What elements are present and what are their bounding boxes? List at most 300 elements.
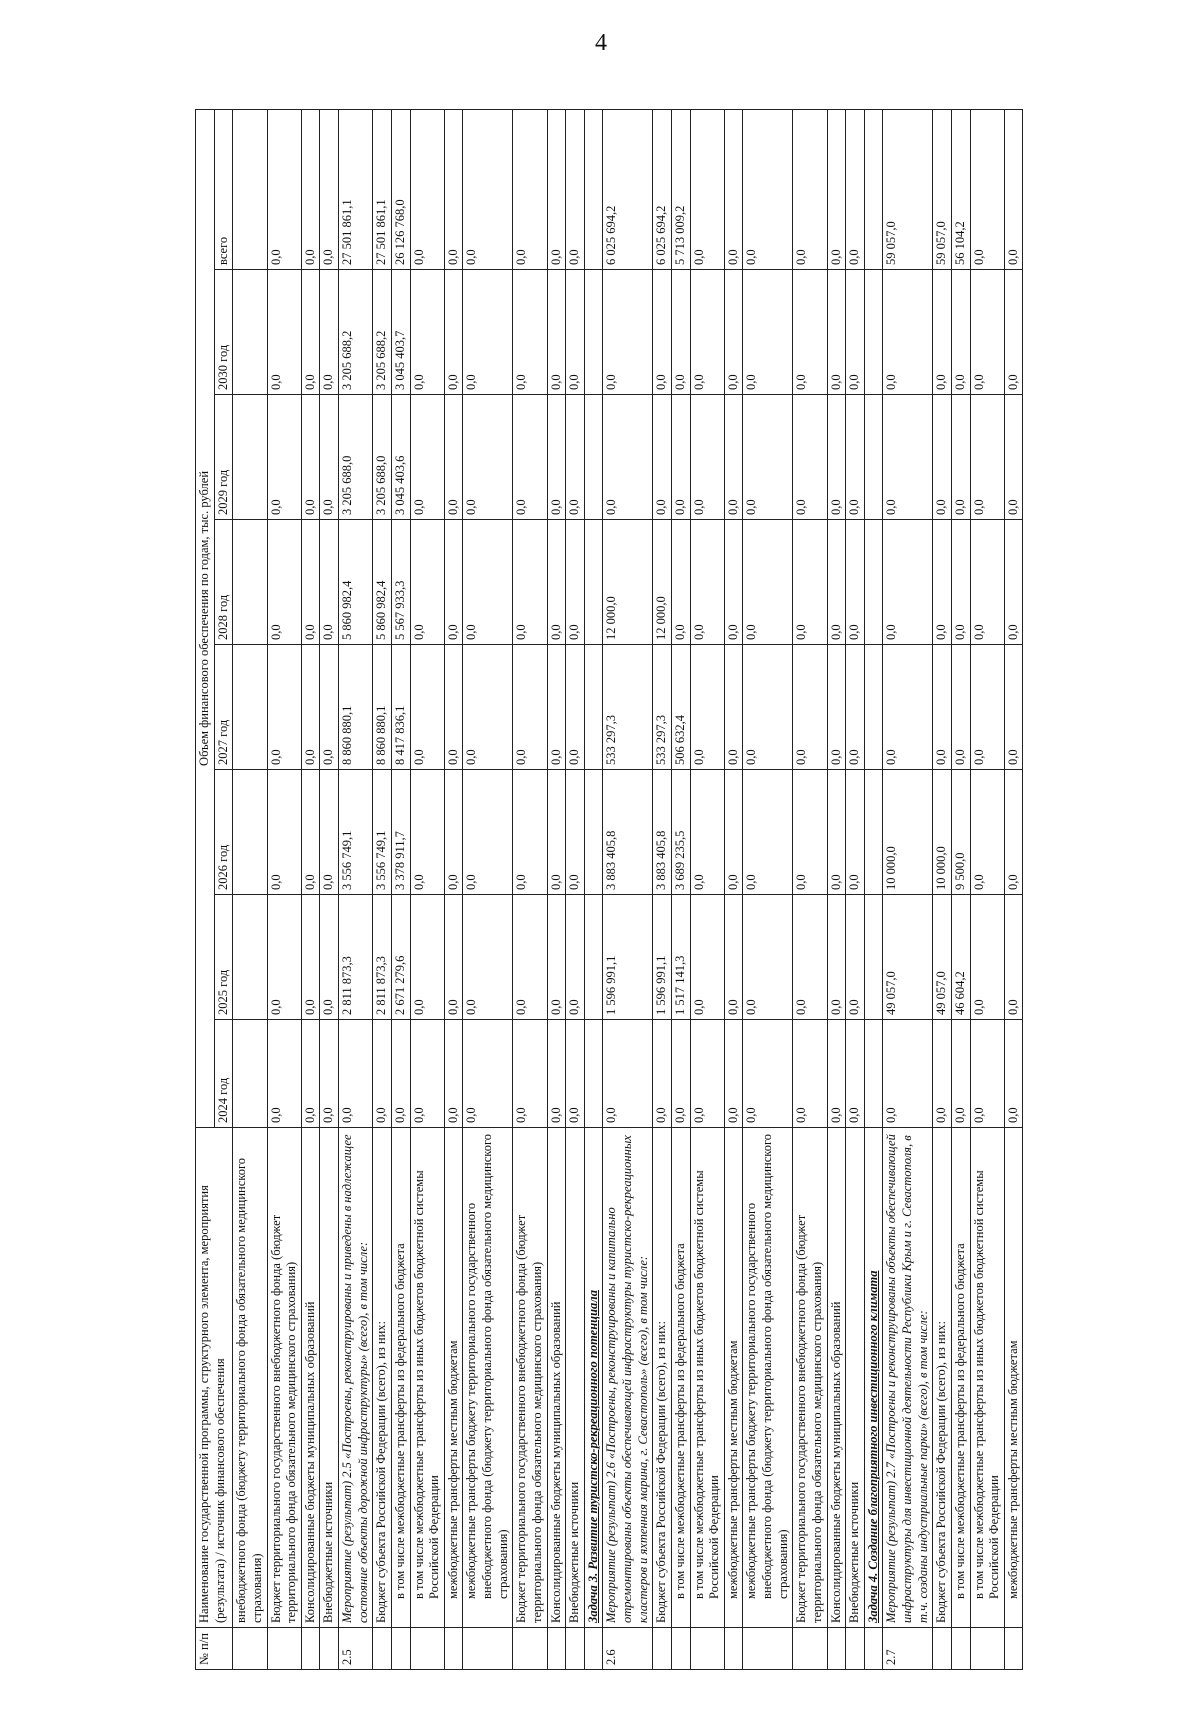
row-value: 0,0 [547,770,566,895]
row-value: 0,0 [513,270,547,395]
row-name: Мероприятие (результат) 2.7 «Построены и реконструированы объекты обеспечивающей инфраструктуры для инвестиционной деятельности Республики Крым и г. Севастополя, в т.ч. созданы индустриальные парки» (всего), в том числе: [883,1128,933,1628]
row-value: 0,0 [566,270,585,395]
table-row [566,109,585,1669]
row-value: 59 057,0 [933,109,952,269]
row-value: 0,0 [846,520,865,645]
row-value [584,645,603,770]
row-value: 0,0 [1004,895,1023,1020]
row-value: 0,0 [743,770,793,895]
row-value: 12 000,0 [603,520,653,645]
row-name: Внебюджетные источники [846,1128,865,1628]
table-row [373,109,392,1669]
row-value: 506 632,4 [671,645,690,770]
row-value: 0,0 [267,395,301,520]
row-value: 0,0 [410,109,444,269]
row-value: 0,0 [444,109,463,269]
row-value [864,520,883,645]
row-name: в том числе межбюджетные трансферты из федерального бюджета [951,1128,970,1628]
table-row [547,109,566,1669]
table-row [233,109,267,1669]
row-value: 0,0 [320,1020,339,1128]
row-value: 0,0 [690,895,724,1020]
table-row [513,109,547,1669]
row-value: 0,0 [547,895,566,1020]
row-value: 0,0 [743,645,793,770]
row-value [584,1020,603,1128]
row-value: 0,0 [267,1020,301,1128]
row-name: Бюджет субъекта Российской Федерации (всего), из них: [653,1128,672,1628]
row-value: 0,0 [743,520,793,645]
table-row [444,109,463,1669]
row-value: 0,0 [301,395,320,520]
row-value: 0,0 [690,520,724,645]
row-name: Консолидированные бюджеты муниципальных образований [547,1128,566,1628]
row-value: 0,0 [547,520,566,645]
row-value: 0,0 [793,1020,827,1128]
row-value: 0,0 [463,1020,513,1128]
row-value: 0,0 [690,1020,724,1128]
row-number [391,1628,410,1670]
row-name: Мероприятие (результат) 2.6 «Построены, реконструированы и капитально отремонтированы объекты обеспечивающей инфраструктуры туристско-рекреационных кластеров и яхтенная марина, г. Севастополь» (всего), в том числе: [603,1128,653,1628]
row-value: 0,0 [827,109,846,269]
row-value: 0,0 [933,395,952,520]
row-number: 2.5 [339,1628,373,1670]
row-name: в том числе межбюджетные трансферты из иных бюджетов бюджетной системы Российской Федерации [410,1128,444,1628]
row-value: 0,0 [883,270,933,395]
row-value: 0,0 [301,270,320,395]
row-value [864,1020,883,1128]
row-value [864,770,883,895]
row-value: 0,0 [970,520,1004,645]
row-value: 0,0 [566,895,585,1020]
row-value: 56 104,2 [951,109,970,269]
row-value: 0,0 [743,109,793,269]
row-value: 0,0 [566,770,585,895]
row-value: 0,0 [513,395,547,520]
row-value: 0,0 [951,1020,970,1128]
row-value: 0,0 [603,1020,653,1128]
row-value [233,645,267,770]
row-name: в том числе межбюджетные трансферты из иных бюджетов бюджетной системы Российской Федерации [690,1128,724,1628]
row-value: 0,0 [951,645,970,770]
row-value: 3 883 405,8 [603,770,653,895]
row-value: 0,0 [970,270,1004,395]
row-value: 0,0 [1004,395,1023,520]
row-value [584,270,603,395]
row-value: 0,0 [1004,770,1023,895]
row-value [864,895,883,1020]
row-value: 0,0 [267,520,301,645]
row-value: 0,0 [970,645,1004,770]
row-value: 0,0 [267,109,301,269]
row-value: 0,0 [513,109,547,269]
row-value: 0,0 [320,895,339,1020]
row-value: 0,0 [1004,1020,1023,1128]
row-value: 0,0 [883,645,933,770]
row-number [970,1628,1004,1670]
row-number [743,1628,793,1670]
row-value [584,895,603,1020]
row-name: в том числе межбюджетные трансферты из федерального бюджета [671,1128,690,1628]
rotated-page-content [195,110,1145,1670]
row-value: 0,0 [933,645,952,770]
row-number [671,1628,690,1670]
page-number: 4 [595,30,607,56]
table-row [584,109,603,1669]
row-value: 0,0 [690,270,724,395]
row-value: 0,0 [603,395,653,520]
table-row [463,109,513,1669]
row-value: 5 713 009,2 [671,109,690,269]
row-value: 0,0 [653,1020,672,1128]
row-number [653,1628,672,1670]
row-value: 0,0 [1004,520,1023,645]
row-value: 0,0 [846,645,865,770]
row-value: 0,0 [463,109,513,269]
row-name: Бюджет субъекта Российской Федерации (всего), из них: [933,1128,952,1628]
row-value: 0,0 [793,395,827,520]
row-value: 0,0 [301,895,320,1020]
row-value: 3 378 911,7 [391,770,410,895]
row-name: в том числе межбюджетные трансферты из иных бюджетов бюджетной системы Российской Федерации [970,1128,1004,1628]
row-value: 0,0 [970,895,1004,1020]
row-value: 0,0 [566,395,585,520]
row-name: Внебюджетные источники [566,1128,585,1628]
row-number [566,1628,585,1670]
row-number [320,1628,339,1670]
row-value: 0,0 [690,109,724,269]
row-value [864,645,883,770]
row-name: межбюджетные трансферты местным бюджетам [1004,1128,1023,1628]
row-number: 2.7 [883,1628,933,1670]
row-value: 0,0 [444,520,463,645]
row-value: 9 500,0 [951,770,970,895]
table-row [603,109,653,1669]
row-value: 0,0 [671,1020,690,1128]
row-value: 12 000,0 [653,520,672,645]
table-row [743,109,793,1669]
table-row [671,109,690,1669]
row-value: 0,0 [883,520,933,645]
row-name: Задача 4. Создание благоприятного инвестиционного климата [864,1128,883,1628]
table-row [339,109,373,1669]
row-value [864,270,883,395]
row-value: 0,0 [883,1020,933,1128]
table-row [846,109,865,1669]
row-value: 0,0 [827,520,846,645]
header-year: 2025 год [214,895,233,1020]
table-row [864,109,883,1669]
row-value: 3 205 688,0 [339,395,373,520]
row-value: 0,0 [301,770,320,895]
row-value: 0,0 [301,1020,320,1128]
row-value: 0,0 [933,1020,952,1128]
row-value: 0,0 [410,770,444,895]
row-number [690,1628,724,1670]
row-value: 0,0 [793,895,827,1020]
header-year: 2026 год [214,770,233,895]
header-year: 2027 год [214,645,233,770]
row-value [584,395,603,520]
row-name: в том числе межбюджетные трансферты из федерального бюджета [391,1128,410,1628]
row-value: 0,0 [793,770,827,895]
row-name: Бюджет территориального государственного внебюджетного фонда (бюджет территориального фонда обязательного медицинского страхования) [267,1128,301,1628]
row-number [584,1628,603,1670]
row-value: 0,0 [513,1020,547,1128]
row-value: 0,0 [267,770,301,895]
row-value: 0,0 [444,895,463,1020]
row-value: 0,0 [827,645,846,770]
row-value: 0,0 [671,395,690,520]
row-value: 0,0 [320,645,339,770]
row-name: Задача 3. Развитие туристско-рекреационного потенциала [584,1128,603,1628]
row-value: 0,0 [827,395,846,520]
row-value: 0,0 [444,270,463,395]
row-value: 0,0 [724,395,743,520]
row-value: 0,0 [444,645,463,770]
row-value: 0,0 [671,520,690,645]
row-value: 5 860 982,4 [373,520,392,645]
header-row-1 [196,109,215,1669]
row-name: Мероприятие (результат) 2.5 «Построены, реконструированы и приведены в надлежащее состояние объекты дорожной инфраструктуры» (всего), в том числе: [339,1128,373,1628]
row-value: 0,0 [444,770,463,895]
row-number [793,1628,827,1670]
row-value: 0,0 [743,395,793,520]
table-row [690,109,724,1669]
row-value: 2 811 873,3 [339,895,373,1020]
row-value: 0,0 [463,520,513,645]
row-value: 6 025 694,2 [653,109,672,269]
row-value: 0,0 [267,270,301,395]
row-value: 0,0 [566,645,585,770]
row-value: 0,0 [846,395,865,520]
row-value: 0,0 [463,645,513,770]
row-name: Бюджет субъекта Российской Федерации (всего), из них: [373,1128,392,1628]
row-number [724,1628,743,1670]
row-number [846,1628,865,1670]
table-row [827,109,846,1669]
row-value [864,109,883,269]
row-value: 0,0 [653,395,672,520]
row-name: Внебюджетные источники [320,1128,339,1628]
row-value: 0,0 [793,270,827,395]
row-value: 3 556 749,1 [373,770,392,895]
table-row [410,109,444,1669]
row-value: 0,0 [267,645,301,770]
table-row [951,109,970,1669]
row-value [233,520,267,645]
row-value: 0,0 [320,270,339,395]
row-value: 27 501 861,1 [373,109,392,269]
row-value: 0,0 [793,520,827,645]
row-value: 0,0 [724,1020,743,1128]
row-value: 3 045 403,6 [391,395,410,520]
header-year: 2029 год [214,395,233,520]
row-value: 0,0 [513,520,547,645]
row-value: 0,0 [547,395,566,520]
table-row [724,109,743,1669]
row-value: 0,0 [513,895,547,1020]
row-value: 0,0 [690,395,724,520]
row-value: 3 205 688,2 [339,270,373,395]
row-value: 533 297,3 [603,645,653,770]
header-num: № п/п [196,1628,233,1670]
row-number [951,1628,970,1670]
header-group: Объем финансового обеспечения по годам, тыс. рублей [196,109,215,1127]
row-value: 0,0 [827,770,846,895]
row-number [827,1628,846,1670]
row-number [1004,1628,1023,1670]
row-number [513,1628,547,1670]
row-value: 0,0 [970,109,1004,269]
row-value [233,395,267,520]
row-value: 0,0 [724,270,743,395]
row-value: 10 000,0 [933,770,952,895]
row-value: 0,0 [724,520,743,645]
row-value: 1 517 141,3 [671,895,690,1020]
row-value: 0,0 [410,1020,444,1128]
row-value: 0,0 [410,895,444,1020]
header-year: 2024 год [214,1020,233,1128]
row-value [233,270,267,395]
row-value: 0,0 [444,395,463,520]
row-value: 0,0 [743,1020,793,1128]
row-number [410,1628,444,1670]
row-value: 0,0 [603,270,653,395]
row-value [233,770,267,895]
row-value: 0,0 [463,895,513,1020]
row-value: 0,0 [1004,109,1023,269]
row-value: 0,0 [653,270,672,395]
row-value: 0,0 [724,109,743,269]
row-value: 0,0 [951,395,970,520]
row-value: 2 671 279,6 [391,895,410,1020]
row-value: 0,0 [373,1020,392,1128]
row-value: 3 205 688,2 [373,270,392,395]
row-value: 0,0 [970,395,1004,520]
row-value: 0,0 [513,770,547,895]
header-name: Наименование государственной программы, структурного элемента, мероприятия (результата) / источник финансового обеспечения [196,1128,233,1628]
row-value: 0,0 [724,770,743,895]
header-year: 2028 год [214,520,233,645]
row-value: 3 689 235,5 [671,770,690,895]
row-value: 0,0 [339,1020,373,1128]
row-value: 0,0 [547,1020,566,1128]
row-value: 59 057,0 [883,109,933,269]
row-value: 3 045 403,7 [391,270,410,395]
row-name: межбюджетные трансферты бюджету территориального государственного внебюджетного фонда (бюджету территориального фонда обязательного медицинского страхования) [743,1128,793,1628]
row-number [267,1628,301,1670]
row-value: 533 297,3 [653,645,672,770]
row-value: 8 417 836,1 [391,645,410,770]
row-value: 0,0 [846,770,865,895]
table-row [391,109,410,1669]
row-value: 0,0 [1004,270,1023,395]
row-name: межбюджетные трансферты местным бюджетам [444,1128,463,1628]
row-value: 0,0 [743,895,793,1020]
financing-table [195,109,1023,1670]
row-number: 2.6 [603,1628,653,1670]
row-value: 46 604,2 [951,895,970,1020]
row-name: Бюджет территориального государственного внебюджетного фонда (бюджет территориального фонда обязательного медицинского страхования) [513,1128,547,1628]
row-value: 0,0 [513,645,547,770]
row-value: 10 000,0 [883,770,933,895]
table-row [267,109,301,1669]
row-value: 0,0 [547,109,566,269]
row-value: 0,0 [827,895,846,1020]
row-value: 0,0 [320,395,339,520]
row-value: 0,0 [301,109,320,269]
row-value: 0,0 [320,520,339,645]
header-total: всего [214,109,233,269]
row-value: 5 860 982,4 [339,520,373,645]
table-row [653,109,672,1669]
row-value: 0,0 [463,270,513,395]
table-row [301,109,320,1669]
row-value: 0,0 [547,645,566,770]
row-value: 2 811 873,3 [373,895,392,1020]
row-value: 8 860 880,1 [339,645,373,770]
row-value: 0,0 [846,109,865,269]
row-value [584,109,603,269]
row-number [444,1628,463,1670]
row-value: 0,0 [690,645,724,770]
row-value: 1 596 991,1 [653,895,672,1020]
row-value: 3 205 688,0 [373,395,392,520]
row-value: 0,0 [970,770,1004,895]
row-value: 0,0 [846,895,865,1020]
row-value: 0,0 [566,109,585,269]
row-name: Консолидированные бюджеты муниципальных образований [301,1128,320,1628]
row-value: 0,0 [933,520,952,645]
row-value: 0,0 [951,270,970,395]
row-value: 0,0 [391,1020,410,1128]
row-value: 49 057,0 [883,895,933,1020]
table-row [933,109,952,1669]
row-value: 0,0 [566,1020,585,1128]
row-value: 3 556 749,1 [339,770,373,895]
row-value: 0,0 [301,645,320,770]
row-number [463,1628,513,1670]
row-value: 0,0 [410,270,444,395]
row-name: межбюджетные трансферты бюджету территориального государственного внебюджетного фонда (бюджету территориального фонда обязательного медицинского страхования) [463,1128,513,1628]
row-value: 0,0 [463,770,513,895]
row-value: 0,0 [846,1020,865,1128]
row-value: 0,0 [671,270,690,395]
row-value: 0,0 [547,270,566,395]
row-value: 0,0 [444,1020,463,1128]
table-row [320,109,339,1669]
table-row [883,109,933,1669]
row-value: 27 501 861,1 [339,109,373,269]
row-value [584,520,603,645]
row-value: 1 596 991,1 [603,895,653,1020]
row-value: 0,0 [827,1020,846,1128]
table-body [233,109,1023,1669]
row-value [233,1020,267,1128]
row-value: 0,0 [410,645,444,770]
row-value: 0,0 [743,270,793,395]
row-value: 0,0 [320,109,339,269]
row-value: 0,0 [846,270,865,395]
row-name: Бюджет территориального государственного внебюджетного фонда (бюджет территориального фонда обязательного медицинского страхования) [793,1128,827,1628]
row-number [301,1628,320,1670]
row-name: внебюджетного фонда (бюджету территориального фонда обязательного медицинского страхования) [233,1128,267,1628]
row-name: Консолидированные бюджеты муниципальных образований [827,1128,846,1628]
header-year: 2030 год [214,270,233,395]
row-value: 0,0 [827,270,846,395]
row-value: 0,0 [793,645,827,770]
